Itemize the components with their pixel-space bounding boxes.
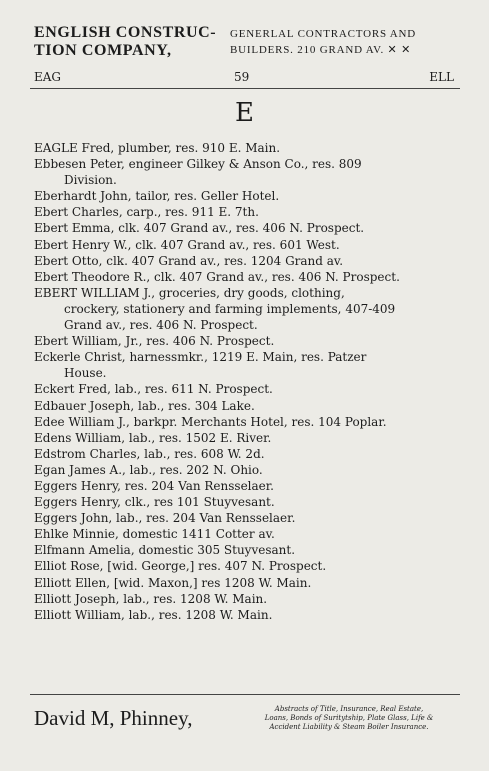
company-name-line1: ENGLISH CONSTRUC- <box>34 24 217 41</box>
bottom-advertisement <box>34 703 456 739</box>
company-name <box>34 24 216 60</box>
page-number: 59 <box>234 70 250 84</box>
directory-entry: Ebert Emma, clk. 407 Grand av., res. 406 N. Prospect. <box>34 221 365 236</box>
advertiser-name: David M, Phinney, <box>34 706 193 730</box>
directory-entry: Eberhardt John, tailor, res. Geller Hotel. <box>34 189 280 204</box>
footer-divider <box>30 694 460 695</box>
directory-entry: Eggers Henry, res. 204 Van Rensselaer. <box>34 478 274 493</box>
directory-entry: EAGLE Fred, plumber, res. 910 E. Main. <box>34 141 281 155</box>
directory-entry-continuation: Grand av., res. 406 N. Prospect. <box>64 318 258 333</box>
directory-entry: Edbauer Joseph, lab., res. 304 Lake. <box>34 398 255 413</box>
directory-entry: Ebert Charles, carp., res. 911 E. 7th. <box>34 205 259 220</box>
company-tagline <box>230 26 460 58</box>
directory-entry: Ehlke Minnie, domestic 1411 Cotter av. <box>34 527 275 542</box>
directory-entry: Elfmann Amelia, domestic 305 Stuyvesant. <box>34 543 296 558</box>
directory-entry: Elliott William, lab., res. 1208 W. Main. <box>34 607 273 622</box>
services-line1: Abstracts of Title, Insurance, Real Estate, <box>274 705 424 713</box>
directory-entry: Eckert Fred, lab., res. 611 N. Prospect. <box>34 382 273 397</box>
directory-entry-continuation: crockery, stationery and farming implements, 407-409 <box>64 301 396 316</box>
directory-entry: Eckerle Christ, harnessmkr., 1219 E. Main, res. Patzer <box>34 350 367 365</box>
company-name-line2: TION COMPANY, <box>34 42 172 59</box>
directory-entry: Edee William J., barkpr. Merchants Hotel, res. 104 Poplar. <box>34 414 387 429</box>
running-head-right: ELL <box>429 70 454 84</box>
directory-entry: Ebert William, Jr., res. 406 N. Prospect. <box>34 334 275 349</box>
directory-entry-continuation: Division. <box>64 173 117 188</box>
directory-entry: Eggers John, lab., res. 204 Van Rensselaer. <box>34 511 296 526</box>
directory-entries <box>34 140 456 623</box>
directory-entry-continuation: House. <box>64 366 107 381</box>
directory-entry: Edstrom Charles, lab., res. 608 W. 2d. <box>34 446 265 461</box>
directory-entry: Elliott Ellen, [wid. Maxon,] res 1208 W. Main. <box>34 575 312 590</box>
directory-entry: Eggers Henry, clk., res 101 Stuyvesant. <box>34 495 275 510</box>
tagline-line1: GENERLAL CONTRACTORS AND <box>230 28 417 40</box>
directory-entry: Ebert Theodore R., clk. 407 Grand av., res. 406 N. Prospect. <box>34 269 400 284</box>
header-divider <box>30 88 460 89</box>
running-head-left: EAG <box>34 70 62 84</box>
directory-entry: EBERT WILLIAM J., groceries, dry goods, clothing, <box>34 285 345 300</box>
advertiser-services <box>240 705 458 732</box>
directory-entry: Elliot Rose, [wid. George,] res. 407 N. Prospect. <box>34 559 327 574</box>
directory-entry: Ebbesen Peter, engineer Gilkey & Anson Co., res. 809 <box>34 157 362 172</box>
section-letter: E <box>235 98 254 128</box>
services-line2: Loans, Bonds of Suritytship, Plate Glass, Life & <box>264 714 434 722</box>
directory-entry: Ebert Henry W., clk. 407 Grand av., res. 601 West. <box>34 237 340 252</box>
directory-entry: Edens William, lab., res. 1502 E. River. <box>34 430 272 445</box>
directory-entry: Elliott Joseph, lab., res. 1208 W. Main. <box>34 591 268 606</box>
directory-entry: Egan James A., lab., res. 202 N. Ohio. <box>34 462 263 477</box>
tagline-line2: BUILDERS. 210 GRAND AV. ✕ ✕ <box>230 44 412 56</box>
running-head <box>34 70 454 86</box>
top-advertisement <box>34 24 459 62</box>
directory-entry: Ebert Otto, clk. 407 Grand av., res. 1204 Grand av. <box>34 253 344 268</box>
services-line3: Accident Liability & Steam Boiler Insurance. <box>269 723 429 731</box>
